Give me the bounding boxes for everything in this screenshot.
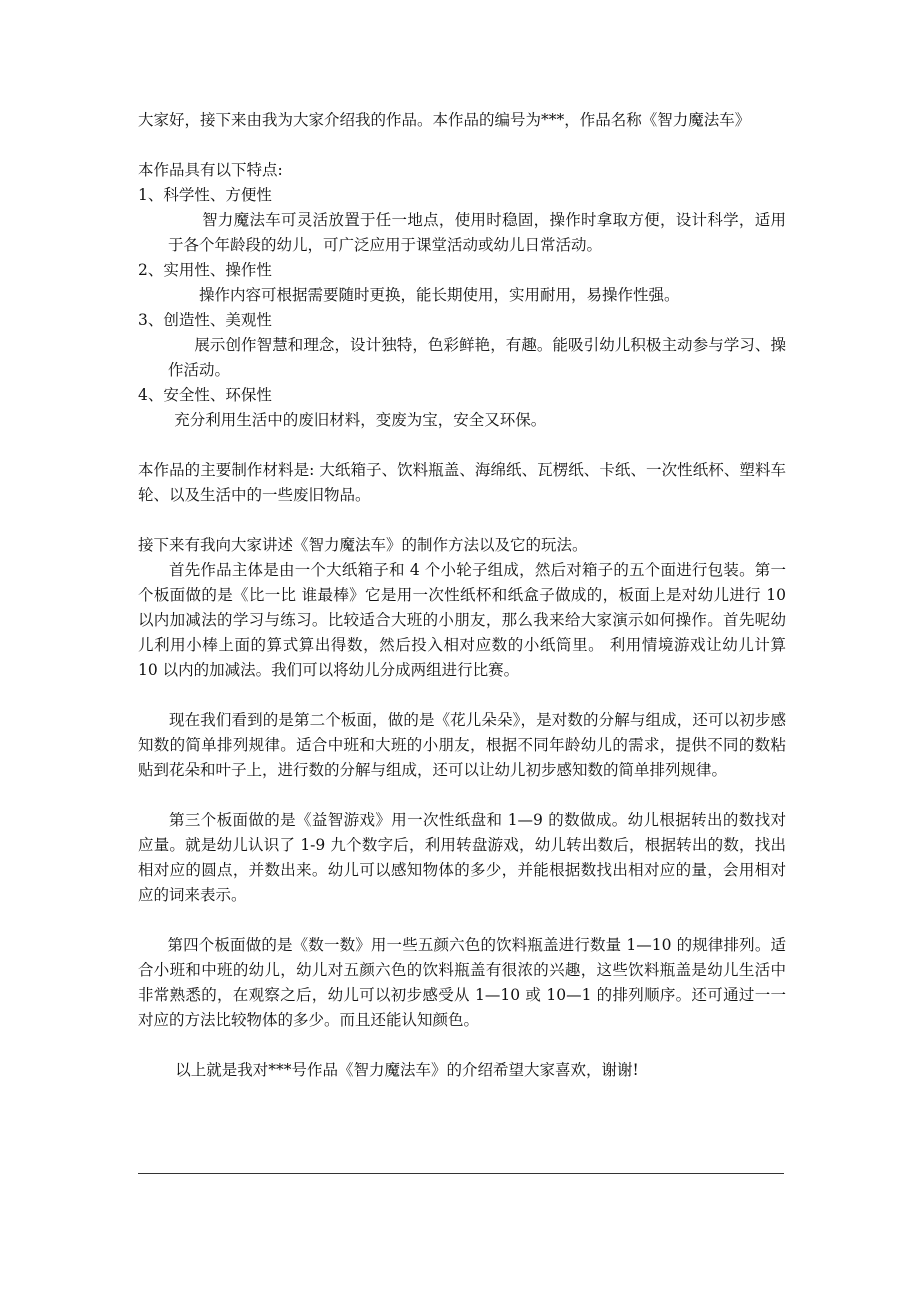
spacer xyxy=(138,908,786,933)
panel-4-paragraph: 第四个板面做的是《数一数》用一些五颜六色的饮料瓶盖进行数量 1—10 的规律排列。适合小班和中班的幼儿，幼儿对五颜六色的饮料瓶盖有很浓的兴趣，这些饮料瓶盖是幼儿生活中非常熟悉的，在观察之后，幼儿可以初步感受从 1—10 或 10—1 的排列顺序。还可通过一一对应的方法比较物体的多少。而且还能认知颜色。 xyxy=(138,936,786,1029)
feature-4-body: 充分利用生活中的废旧材料，变废为宝，安全又环保。 xyxy=(174,411,547,429)
feature-2-title: 2、实用性、操作性 xyxy=(138,261,272,279)
feature-3-body: 展示创作智慧和理念，设计独特，色彩鲜艳，有趣。能吸引幼儿积极主动参与学习、操作活动。 xyxy=(168,336,786,379)
features-heading: 本作品具有以下特点: xyxy=(138,161,283,179)
closing-paragraph: 以上就是我对***号作品《智力魔法车》的介绍希望大家喜欢，谢谢! xyxy=(175,1061,639,1079)
panel-2-paragraph: 现在我们看到的是第二个板面，做的是《花儿朵朵》，是对数的分解与组成，还可以初步感知数的简单排列规律。适合中班和大班的小朋友，根据不同年龄幼儿的需求，提供不同的数粘贴到花朵和叶子上，进行数的分解与组成，还可以让幼儿初步感知数的简单排列规律。 xyxy=(138,711,786,779)
spacer xyxy=(138,133,786,158)
spacer xyxy=(138,783,786,808)
document-body xyxy=(138,108,786,1083)
spacer xyxy=(138,508,786,533)
method-heading: 接下来有我向大家讲述《智力魔法车》的制作方法以及它的玩法。 xyxy=(138,536,588,554)
spacer xyxy=(138,1033,786,1058)
spacer xyxy=(138,433,786,458)
feature-1-title: 1、科学性、方便性 xyxy=(138,186,272,204)
feature-1-body: 智力魔法车可灵活放置于任一地点，使用时稳固，操作时拿取方便，设计科学，适用于各个年龄段的幼儿，可广泛应用于课堂活动或幼儿日常活动。 xyxy=(168,211,786,254)
footer-divider xyxy=(138,1173,784,1174)
panel-3-paragraph: 第三个板面做的是《益智游戏》用一次性纸盘和 1—9 的数做成。幼儿根据转出的数找对应量。就是幼儿认识了 1-9 九个数字后，利用转盘游戏，幼儿转出数后，根据转出的数，找出相对应的圆点，并数出来。幼儿可以感知物体的多少，并能根据数找出相对应的量，会用相对应的词来表示。 xyxy=(138,811,786,904)
spacer xyxy=(138,683,786,708)
feature-2-body: 操作内容可根据需要随时更换，能长期使用，实用耐用，易操作性强。 xyxy=(199,286,680,304)
materials-paragraph: 本作品的主要制作材料是: 大纸箱子、饮料瓶盖、海绵纸、瓦楞纸、卡纸、一次性纸杯、塑料车轮、以及生活中的一些废旧物品。 xyxy=(138,461,786,504)
intro-paragraph: 大家好，接下来由我为大家介绍我的作品。本作品的编号为***，作品名称《智力魔法车》 xyxy=(138,111,751,129)
feature-4-title: 4、安全性、环保性 xyxy=(138,386,272,404)
method-paragraph: 首先作品主体是由一个大纸箱子和 4 个小轮子组成，然后对箱子的五个面进行包装。第一个板面做的是《比一比 谁最棒》它是用一次性纸杯和纸盒子做成的，板面上是对幼儿进行 10 以内加减法的学习与练习。比较适合大班的小朋友，那么我来给大家演示如何操作。首先呢幼儿利用小棒上面的算式算出得数，然后投入相对应数的小纸筒里。 利用情境游戏让幼儿计算 10 以内的加减法。我们可以将幼儿分成两组进行比赛。 xyxy=(138,561,786,679)
feature-3-title: 3、创造性、美观性 xyxy=(138,311,272,329)
